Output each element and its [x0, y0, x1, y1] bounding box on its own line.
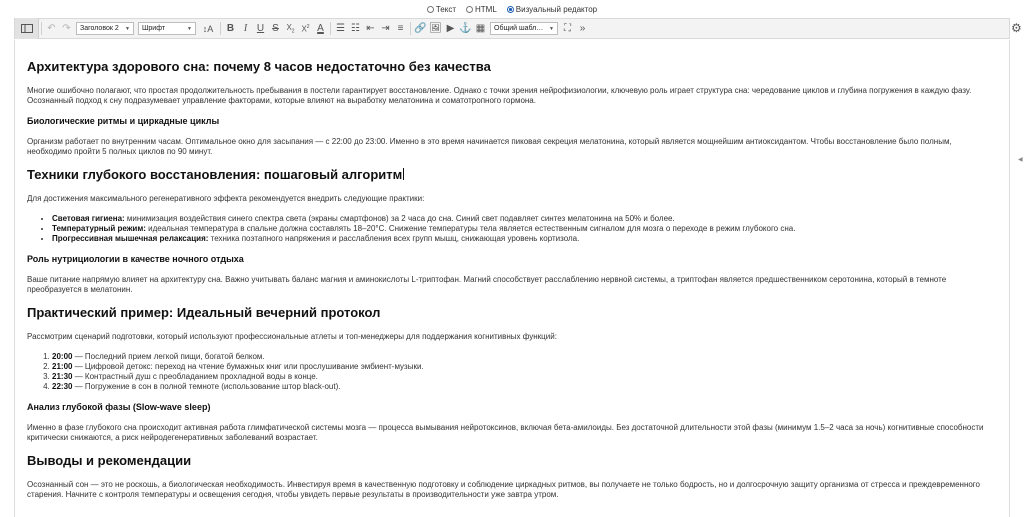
undo-button[interactable] — [44, 18, 59, 39]
list-item-text: идеальная температура в спальне должна составлять 18–20°C. Снижение температуры тела является естественным сигналом для мозга о переходе в режим глубокого сна. — [145, 224, 796, 233]
underline-icon: U — [256, 23, 265, 34]
image-button[interactable] — [428, 18, 443, 39]
anchor-button[interactable] — [458, 18, 473, 39]
table-button[interactable] — [473, 18, 488, 39]
subscript-button[interactable] — [283, 18, 298, 39]
schedule-text: — Цифровой детокс: переход на чтение бумажных книг или прослушивание эмбиент-музыки. — [72, 362, 424, 371]
list-item — [52, 352, 997, 362]
align-button[interactable] — [393, 18, 408, 39]
kitchen-sink-icon — [21, 24, 33, 33]
chevron-down-icon: ▼ — [549, 25, 554, 32]
mode-html-radio[interactable] — [466, 6, 473, 13]
link-button[interactable] — [413, 18, 428, 39]
bold-icon: B — [226, 23, 235, 34]
font-select-value: Шрифт — [142, 25, 166, 32]
toolbar-separator — [220, 22, 221, 35]
format-select-value: Заголовок 2 — [80, 25, 119, 32]
font-size-button[interactable] — [198, 18, 218, 39]
section-heading-tech — [27, 167, 997, 183]
mode-html[interactable] — [466, 5, 497, 14]
superscript-button[interactable] — [298, 18, 313, 39]
align-left-icon: ≡ — [397, 23, 404, 34]
toolbar-separator — [330, 22, 331, 35]
fullscreen-button[interactable] — [560, 18, 575, 39]
deep-paragraph: Именно в фазе глубокого сна происходит активная работа глимфатической системы мозга — процесса вымывания нейротоксинов, включая бета-амилоиды. Без достаточной длительности этой фазы (минимум 1.5–2 часа за ночь) когнитивные способности критически снижаются, а риск нейродегенеративных заболеваний возрастает. — [27, 423, 984, 442]
superscript-icon: $X^2$ — [301, 23, 310, 34]
numbered-list-button[interactable] — [333, 18, 348, 39]
template-select[interactable] — [490, 22, 558, 35]
outdent-button[interactable] — [363, 18, 378, 39]
mode-visual-label: Визуальный редактор — [515, 4, 598, 14]
more-button[interactable] — [575, 18, 590, 39]
editor-area[interactable] — [14, 40, 1010, 517]
practices-list — [27, 214, 997, 244]
list-item — [52, 372, 997, 382]
mode-visual[interactable] — [507, 5, 597, 14]
italic-icon: I — [243, 23, 248, 34]
text-cursor — [403, 168, 404, 180]
list-item-text: минимизация воздействия синего спектра света (экраны смартфонов) за 2 часа до сна. Синий свет подавляет синтез мелатонина на 50% и более. — [124, 214, 675, 223]
subscript-icon: $X_2$ — [286, 22, 295, 35]
bold-button[interactable] — [223, 18, 238, 39]
caret-left-icon: ◀ — [1018, 157, 1023, 163]
bullet-list-icon: ☷ — [351, 23, 360, 34]
conclusion-paragraph: Осознанный сон — это не роскошь, а биологическая необходимость. Инвестируя время в качественную подготовку и соблюдение циркадных ритмов, вы получаете не только бодрость, но и долгосрочную защиту организма от стресса и преждевременного старения. Начните с контроля температуры и освещения сегодня, чтобы увидеть первые результаты в производительности уже завтра утром. — [27, 480, 980, 499]
schedule-text: — Контрастный душ с преобладанием прохладной воды в конце. — [72, 372, 318, 381]
undo-icon: ↶ — [47, 23, 56, 34]
schedule-list — [27, 352, 997, 392]
outdent-icon: ⇤ — [366, 23, 375, 34]
article-title: Архитектура здорового сна: почему 8 часов недостаточно без качества — [27, 59, 491, 74]
schedule-time: 21:00 — [52, 362, 73, 371]
mode-visual-radio[interactable] — [507, 6, 514, 13]
video-button[interactable] — [443, 18, 458, 39]
mode-text[interactable] — [427, 5, 456, 14]
list-item-term: Температурный режим: — [52, 224, 146, 233]
settings-button[interactable] — [1011, 21, 1022, 35]
bio-paragraph: Организм работает по внутренним часам. Оптимальное окно для засыпания — с 22:00 до 23:00. Именно в это время начинается пиковая секреция мелатонина, который является мощнейшим антиоксидантом. Чтобы восстановление было полным, необходимо пройти 5 полных циклов по 90 минут. — [27, 137, 952, 156]
schedule-text: — Последний прием легкой пищи, богатой белком. — [72, 352, 265, 361]
table-icon: ▦ — [475, 23, 486, 34]
section-heading-nutr: Роль нутрициологии в качестве ночного отдыха — [27, 254, 244, 264]
section-heading-conclusion: Выводы и рекомендации — [27, 453, 192, 468]
schedule-text: — Погружение в сон в полной темноте (использование штор black-out). — [72, 382, 341, 391]
italic-button[interactable] — [238, 18, 253, 39]
editor-content[interactable] — [15, 40, 1009, 500]
list-item — [52, 382, 997, 392]
schedule-time: 20:00 — [52, 352, 73, 361]
video-icon: ▶ — [446, 23, 455, 34]
schedule-time: 21:30 — [52, 372, 73, 381]
nutr-paragraph: Ваше питание напрямую влияет на архитектуру сна. Важно учитывать баланс магния и аминокислоты L-триптофан. Магний способствует расслаблению нервной системы, а триптофан является предшественником серотонина, который в темноте преобразуется в мелатонин. — [27, 275, 947, 294]
list-item-term: Прогрессивная мышечная релаксация: — [52, 234, 209, 243]
section-heading-example: Практический пример: Идеальный вечерний протокол — [27, 305, 381, 320]
strikethrough-icon: S — [272, 23, 279, 34]
image-icon: 🖼 — [429, 23, 442, 34]
list-item-text: техника поэтапного напряжения и расслабления всех групп мышц, снижающая уровень кортизола. — [208, 234, 580, 243]
font-select[interactable] — [138, 22, 196, 35]
mode-html-label: HTML — [475, 4, 497, 14]
chevron-down-icon: ▼ — [125, 25, 130, 32]
editor-toolbar — [14, 18, 1010, 39]
tech-paragraph: Для достижения максимального регенеративного эффекта рекомендуется внедрить следующие практики: — [27, 194, 425, 203]
strikethrough-button[interactable] — [268, 18, 283, 39]
gear-icon: ⚙ — [1011, 21, 1022, 35]
numbered-list-icon: ☰ — [336, 23, 345, 34]
fullscreen-icon: ⛶ — [564, 23, 571, 34]
chevron-down-icon: ▼ — [187, 25, 192, 32]
link-icon: 🔗 — [414, 23, 427, 34]
redo-icon: ↷ — [62, 23, 71, 34]
text-color-icon: A — [317, 23, 324, 34]
font-size-icon: ↕A — [202, 23, 214, 34]
panel-collapse-handle[interactable] — [1018, 156, 1023, 163]
anchor-icon: ⚓ — [459, 23, 472, 34]
bullet-list-button[interactable] — [348, 18, 363, 39]
section-heading-tech-text: Техники глубокого восстановления: пошаговый алгоритм — [27, 167, 403, 182]
section-heading-deep: Анализ глубокой фазы (Slow-wave sleep) — [27, 402, 211, 412]
more-icon: » — [579, 23, 586, 34]
schedule-time: 22:30 — [52, 382, 73, 391]
intro-paragraph: Многие ошибочно полагают, что простая продолжительность пребывания в постели гарантирует восстановление. Однако с точки зрения нейрофизиологии, ключевую роль играет структура сна: чередование циклов и глубина погружения в каждую фазу. Осознанный подход к сну подразумевает управление факторами, которые влияют на выработку мелатонина и соматотропного гормона. — [27, 86, 972, 105]
list-item-term: Световая гигиена: — [52, 214, 125, 223]
format-select[interactable] — [76, 22, 134, 35]
mode-text-label: Текст — [435, 4, 456, 14]
list-item — [52, 234, 997, 244]
redo-button[interactable] — [59, 18, 74, 39]
underline-button[interactable] — [253, 18, 268, 39]
toolbar-separator — [41, 22, 42, 35]
text-color-button[interactable] — [313, 18, 328, 39]
toolbar-separator — [410, 22, 411, 35]
list-item — [52, 224, 997, 234]
toggle-toolbar-button[interactable] — [15, 18, 39, 39]
list-item — [52, 362, 997, 372]
section-heading-bio: Биологические ритмы и циркадные циклы — [27, 116, 220, 126]
list-item — [52, 214, 997, 224]
mode-text-radio[interactable] — [427, 6, 434, 13]
indent-button[interactable] — [378, 18, 393, 39]
indent-icon: ⇥ — [381, 23, 390, 34]
editor-mode-switcher — [0, 0, 1024, 18]
example-paragraph: Рассмотрим сценарий подготовки, который используют профессиональные атлеты и топ-менеджеры для поддержания когнитивных функций: — [27, 332, 557, 341]
template-select-value: Общий шабл… — [494, 25, 544, 32]
